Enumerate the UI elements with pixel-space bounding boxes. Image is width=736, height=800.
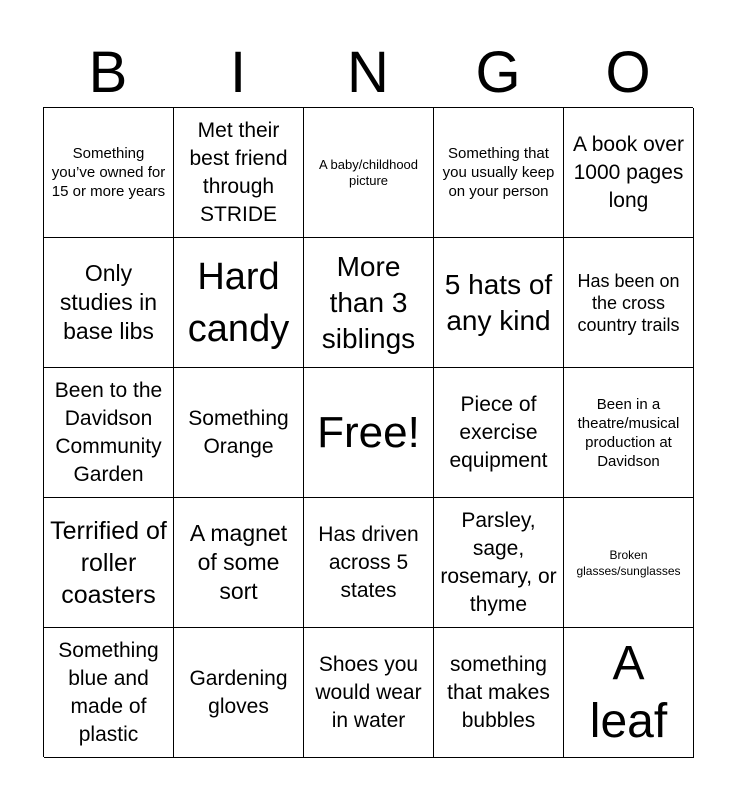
cell-text: A magnet of some sort — [189, 520, 288, 604]
cell-text: A book over 1000 pages long — [573, 132, 684, 212]
cell-text: Something that you usually keep on your person — [442, 145, 555, 200]
cell-text: Something Orange — [188, 406, 289, 458]
bingo-cell-2-2[interactable] — [174, 238, 304, 368]
cell-text: Been in a theatre/musical production at Davidson — [577, 395, 680, 470]
bingo-cell-2-5[interactable] — [564, 238, 694, 368]
bingo-cell-free[interactable] — [304, 368, 434, 498]
cell-text: Gardening gloves — [189, 666, 288, 718]
bingo-cell-3-4[interactable] — [434, 368, 564, 498]
bingo-cell-1-5[interactable] — [564, 108, 694, 238]
cell-text: Free! — [317, 407, 420, 457]
bingo-cell-5-2[interactable] — [174, 628, 304, 758]
bingo-cell-1-2[interactable] — [174, 108, 304, 238]
cell-text: Only studies in base libs — [59, 260, 158, 344]
cell-text: Has been on the cross country trails — [577, 270, 680, 335]
header-letter-o: O — [605, 40, 651, 105]
header-letter-i: I — [229, 40, 247, 105]
bingo-cell-4-2[interactable] — [174, 498, 304, 628]
bingo-cell-4-1[interactable] — [44, 498, 174, 628]
cell-text: Shoes you would wear in water — [315, 652, 422, 732]
cell-text: Been to the Davidson Community Garden — [54, 378, 163, 486]
bingo-cell-2-3[interactable] — [304, 238, 434, 368]
bingo-cell-3-5[interactable] — [564, 368, 694, 498]
cell-text: Has driven across 5 states — [318, 522, 419, 602]
cell-text: Hard candy — [187, 255, 290, 350]
bingo-cell-4-5[interactable] — [564, 498, 694, 628]
bingo-cell-1-1[interactable] — [44, 108, 174, 238]
header-letter-n: N — [347, 40, 389, 105]
header-letter-b: B — [88, 40, 128, 105]
cell-text: Parsley, sage, rosemary, or thyme — [440, 508, 557, 616]
bingo-grid — [43, 107, 693, 757]
cell-text: Piece of exercise equipment — [449, 392, 548, 472]
cell-text: A leaf — [589, 636, 668, 748]
bingo-cell-4-3[interactable] — [304, 498, 434, 628]
header-letter-g: G — [475, 40, 521, 105]
cell-text: Something blue and made of plastic — [58, 638, 159, 746]
bingo-cell-3-1[interactable] — [44, 368, 174, 498]
bingo-cell-3-2[interactable] — [174, 368, 304, 498]
bingo-cell-5-3[interactable] — [304, 628, 434, 758]
cell-text: 5 hats of any kind — [444, 268, 553, 336]
cell-text: Broken glasses/sunglasses — [576, 547, 681, 578]
cell-text: Terrified of roller coasters — [50, 516, 167, 609]
bingo-cell-2-4[interactable] — [434, 238, 564, 368]
cell-text: A baby/childhood picture — [318, 156, 419, 188]
bingo-header — [43, 40, 693, 106]
cell-text: More than 3 siblings — [321, 250, 416, 354]
bingo-cell-5-4[interactable] — [434, 628, 564, 758]
cell-text: something that makes bubbles — [447, 652, 550, 732]
bingo-cell-5-5[interactable] — [564, 628, 694, 758]
bingo-cell-2-1[interactable] — [44, 238, 174, 368]
cell-text: Met their best friend through STRIDE — [189, 118, 288, 226]
bingo-cell-1-4[interactable] — [434, 108, 564, 238]
bingo-cell-4-4[interactable] — [434, 498, 564, 628]
cell-text: Something you’ve owned for 15 or more years — [51, 145, 166, 200]
bingo-cell-5-1[interactable] — [44, 628, 174, 758]
bingo-cell-1-3[interactable] — [304, 108, 434, 238]
